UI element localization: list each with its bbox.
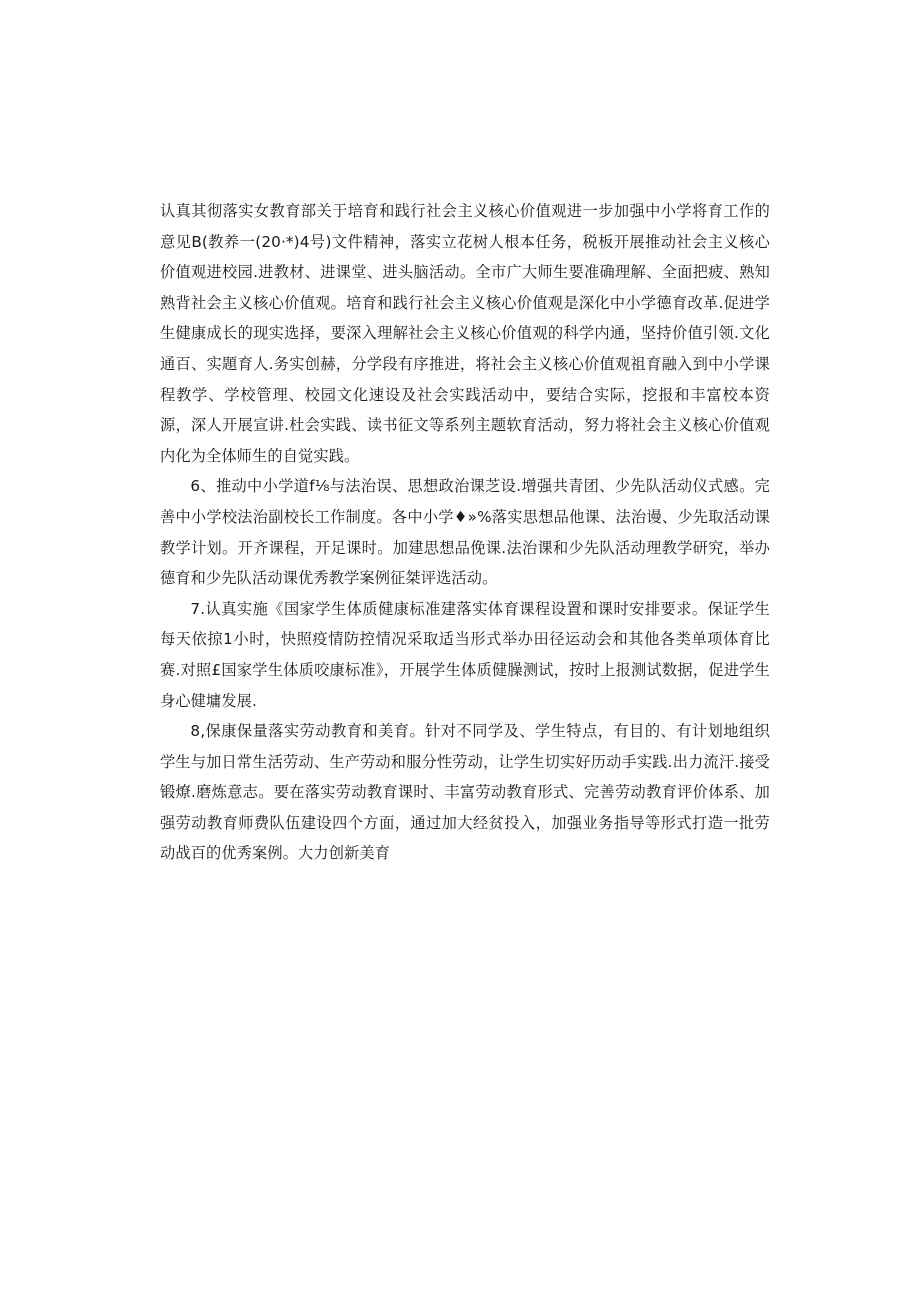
paragraph-item-7: 7.认真实施《国家学生体质健康标准建落实体育课程设置和课时安排要求。保证学生每天依掠1小时，快照疫情防控情况采取适当形式举办田径运动会和其他各类单项体育比赛.对照£国家学生体质咬康标准》，开展学生体质健臊测试，按时上报测试数据，促进学生身心健墉发展. — [160, 599, 770, 710]
paragraph-item-6: 6、推动中小学道f⅛与法治误、思想政治课芝设.增强共青团、少先队活动仪式感。完善中小学校法治副校长工作制度。各中小学♦»%落实思想品他课、法治谩、少先取活动课教学计划。开齐课程，开足课时。加建思想品俛课.法治课和少先队活动理教学研究，举办德育和少先队活动课优秀教学案例征桀评选活动。 — [160, 477, 770, 588]
document-page — [160, 196, 770, 869]
paragraph-item-8: 8,保康保量落实劳动教育和美育。针对不同学及、学生特点，有目的、有计划地组织学生与加日常生活劳动、生产劳动和服分性劳动，让学生切实好历动手实践.出力流汗.接受锻燎.磨炼意志。要在落实劳动教育课时、丰富劳动教育形式、完善劳动教育评价体系、加强劳动教育师费队伍建设四个方面，通过加大经贫投入，加强业务指导等形式打造一批劳动战百的优秀案例。大力创新美育 — [160, 722, 770, 863]
paragraph-core-values: 认真其彻落实女教育部关于培育和践行社会主义核心价值观进一步加强中小学将育工作的意见B(教养一(20·*)4号)文件精神，落实立花树人根本任务，税板开展推动社会主义核心价值观进校园.进教材、进课堂、进头脑活动。全市广大师生要准确理解、全面把疲、熟知熟背社会主义核心价值观。培育和践行社会主义核心价值观是深化中小学德育改革.促进学生健康成长的现实选择，要深入理解社会主义核心价值观的科学内通，坚持价值引领.文化通百、实題育人.务实创赫，分学段有序推进，将社会主义核心价值观祖育融入到中小学课程教学、学校管理、校园文化速设及社会实践活动中，要结合实际，挖报和丰富校本资源，深人开展宣讲.杜会实践、读书征文等系列主题软育活动，努力将社会主义核心价值观内化为全体师生的自觉实践。 — [160, 202, 770, 465]
